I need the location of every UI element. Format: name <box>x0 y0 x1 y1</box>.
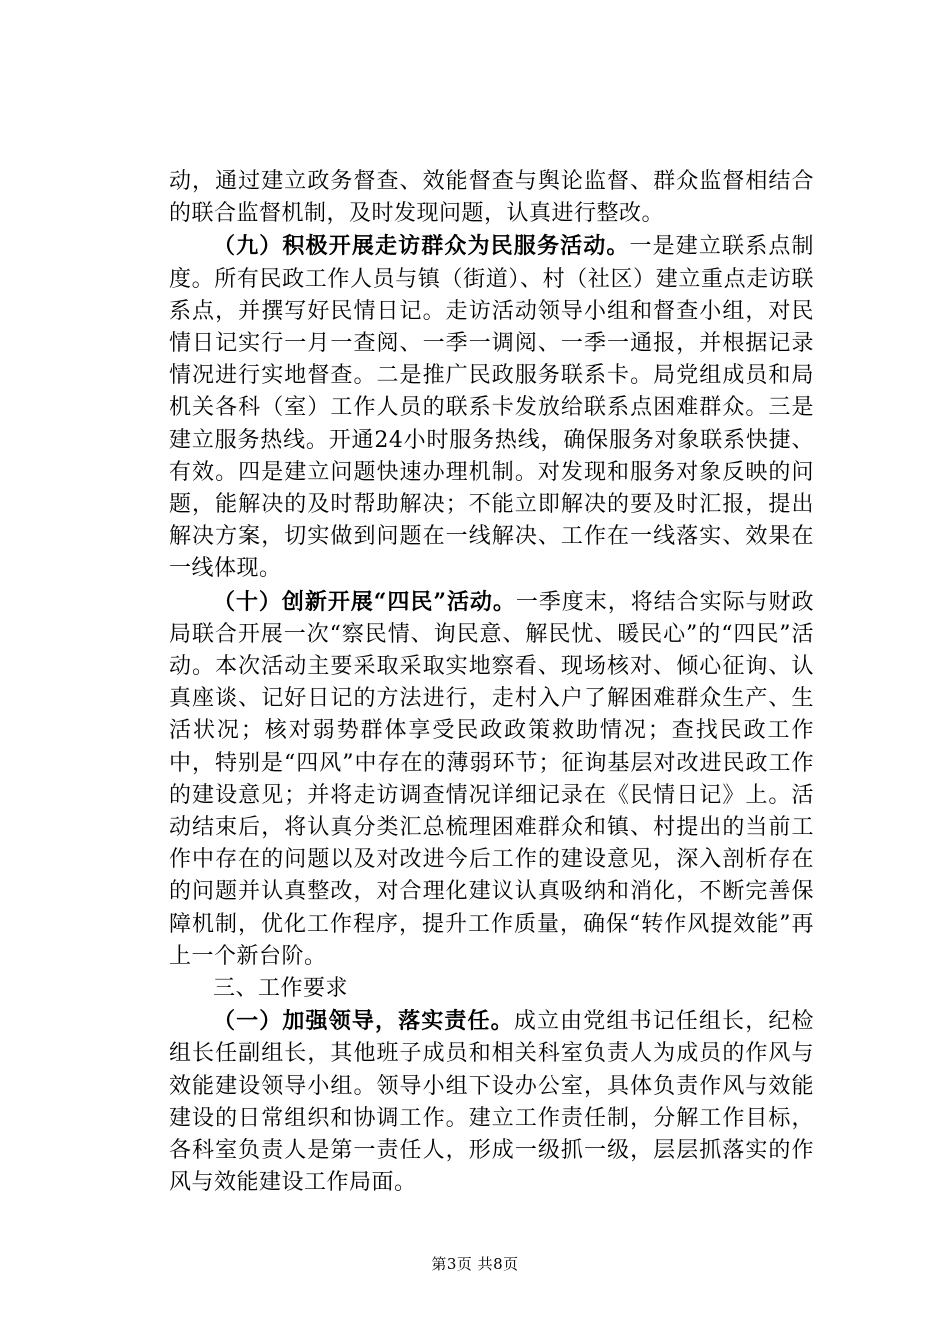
page-footer: 第3页 共8页 <box>431 1255 519 1273</box>
paragraph-lead: （一）加强领导，落实责任。 <box>213 1008 514 1035</box>
paragraph-item-9 <box>169 230 814 585</box>
paragraph-text: 一是建立联系点制度。所有民政工作人员与镇（街道）、村（社区）建立重点走访联系点，并撰写好民情日记。走访活动领导小组和督查小组，对民情日记实行一月一查阅、一季一调阅、一季一通报，并根据记录情况进行实地督查。二是推广民政服务联系卡。局党组成员和局机关各科（室）工作人员的联系卡发放给联系点困难群众。三是建立服务热线。开通24小时服务热线，确保服务对象联系快捷、有效。四是建立问题快速办理机制。对发现和服务对象反映的问题，能解决的及时帮助解决；不能立即解决的要及时汇报，提出解决方案，切实做到问题在一线解决、工作在一线落实、效果在一线体现。 <box>169 234 814 582</box>
paragraph-text: 动，通过建立政务督查、效能督查与舆论监督、群众监督相结合的联合监督机制，及时发现问题，认真进行整改。 <box>169 169 814 227</box>
paragraph-lead: （十）创新开展“四民”活动。 <box>213 588 516 615</box>
paragraph-item-10 <box>169 586 814 973</box>
paragraph-requirement-1 <box>169 1005 814 1199</box>
paragraph-text: 成立由党组书记任组长，纪检组长任副组长，其他班子成员和相关科室负责人为成员的作风与效能建设领导小组。领导小组下设办公室，具体负责作风与效能建设的日常组织和协调工作。建立工作责任制，分解工作目标，各科室负责人是第一责任人，形成一级抓一级，层层抓落实的作风与效能建设工作局面。 <box>169 1009 814 1196</box>
section-heading: 三、工作要求 <box>213 976 349 1002</box>
paragraph-text: 一季度末，将结合实际与财政局联合开展一次“察民情、询民意、解民忧、暖民心”的“四民”活动。本次活动主要采取采取实地察看、现场核对、倾心征询、认真座谈、记好日记的方法进行，走村入户了解困难群众生产、生活状况；核对弱势群体享受民政政策救助情况；查找民政工作中，特别是“四风”中存在的薄弱环节；征询基层对改进民政工作的建设意见；并将走访调查情况详细记录在《民情日记》上。活动结束后，将认真分类汇总梳理困难群众和镇、村提出的当前工作中存在的问题以及对改进今后工作的建设意见，深入剖析存在的问题并认真整改，对合理化建议认真吸纳和消化，不断完善保障机制，优化工作程序，提升工作质量，确保“转作风提效能”再上一个新台阶。 <box>169 589 814 969</box>
paragraph-continuation <box>169 166 814 230</box>
document-body <box>169 166 814 1200</box>
paragraph-lead: （九）积极开展走访群众为民服务活动。 <box>213 233 630 260</box>
